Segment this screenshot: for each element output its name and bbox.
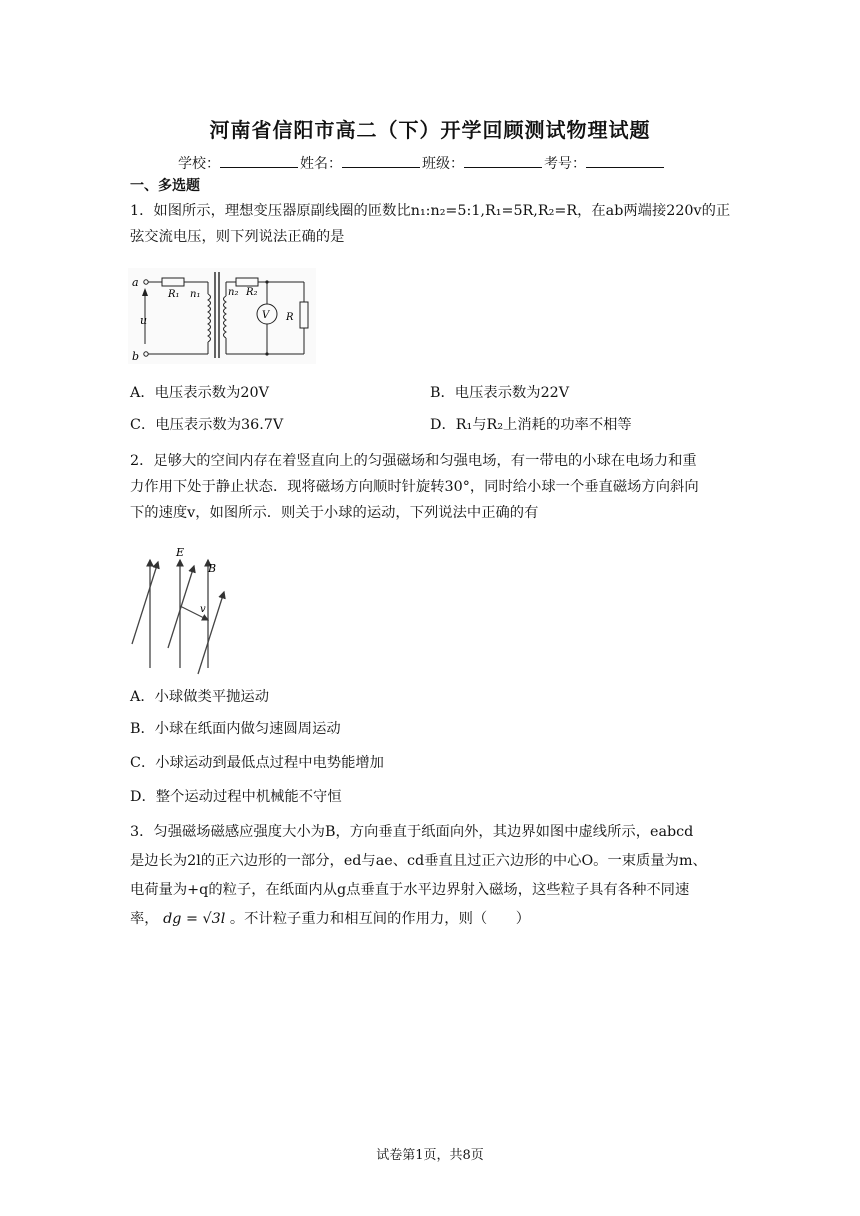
label-B: B <box>208 562 217 575</box>
question-3-line-1: 3．匀强磁场磁感应强度大小为B，方向垂直于纸面向外，其边界如图中虚线所示，eabcd <box>130 824 694 840</box>
question-3-line-2: 是边长为2l的正六边形的一部分，ed与ae、cd垂直且过正六边形的中心O。一束质量为m、 <box>130 853 707 869</box>
label-R: R <box>286 312 294 323</box>
name-label: 姓名： <box>300 156 342 172</box>
q1-option-b[interactable]: B．电压表示数为22V <box>430 385 570 401</box>
label-R1: R₁ <box>168 289 180 300</box>
q2-option-a[interactable]: A．小球做类平抛运动 <box>130 689 269 705</box>
question-1-line-2: 弦交流电压，则下列说法正确的是 <box>130 229 345 245</box>
question-3-line-3: 电荷量为+q的粒子，在纸面内从g点垂直于水平边界射入磁场，这些粒子具有各种不同速 <box>130 882 690 898</box>
label-R2: R₂ <box>246 287 258 298</box>
label-b: b <box>132 350 140 363</box>
label-u: u <box>140 314 148 327</box>
exam-number-label: 考号： <box>544 156 586 172</box>
field-rotation-figure <box>128 544 228 676</box>
page-footer: 试卷第1页，共8页 <box>376 1148 484 1163</box>
exam-number-blank[interactable] <box>586 153 664 168</box>
label-n1: n₁ <box>190 289 201 300</box>
school-blank[interactable] <box>220 153 298 168</box>
q2-option-d[interactable]: D．整个运动过程中机械能不守恒 <box>130 789 342 805</box>
class-blank[interactable] <box>464 153 542 168</box>
label-v: v <box>200 604 206 615</box>
question-2-line-1: 2．足够大的空间内存在着竖直向上的匀强磁场和匀强电场，有一带电的小球在电场力和重 <box>130 453 697 469</box>
q3-line4-prefix: 率， <box>130 911 159 927</box>
q3-formula: dg = √3l <box>163 911 226 927</box>
name-blank[interactable] <box>342 153 420 168</box>
student-info-row <box>178 153 666 173</box>
q1-option-c[interactable]: C．电压表示数为36.7V <box>130 417 284 433</box>
q1-option-a[interactable]: A．电压表示数为20V <box>130 385 269 401</box>
label-E: E <box>176 546 185 559</box>
section-heading: 一、多选题 <box>130 178 200 194</box>
q1-option-d[interactable]: D．R₁与R₂上消耗的功率不相等 <box>430 417 632 433</box>
q2-option-b[interactable]: B．小球在纸面内做匀速圆周运动 <box>130 721 341 737</box>
question-1-line-1: 1．如图所示，理想变压器原副线圈的匝数比n₁:n₂=5:1,R₁=5R,R₂=R，在ab两端接220v的正 <box>130 203 731 219</box>
question-1-text <box>130 198 736 250</box>
school-label: 学校： <box>178 156 220 172</box>
q3-line4-suffix: 。不计粒子重力和相互间的作用力，则（ ） <box>229 911 531 927</box>
question-3-text <box>130 818 736 934</box>
page-title: 河南省信阳市高二（下）开学回顾测试物理试题 <box>209 118 651 142</box>
label-a: a <box>132 276 139 289</box>
transformer-circuit-figure <box>128 268 316 364</box>
question-2-line-3: 下的速度v，如图所示．则关于小球的运动，下列说法中正确的有 <box>130 505 539 521</box>
question-2-text <box>130 448 736 526</box>
q2-option-c[interactable]: C．小球运动到最低点过程中电势能增加 <box>130 755 384 771</box>
label-n2: n₂ <box>228 287 239 298</box>
label-V: V <box>262 310 270 321</box>
class-label: 班级： <box>422 156 464 172</box>
question-2-line-2: 力作用下处于静止状态．现将磁场方向顺时针旋转30°，同时给小球一个垂直磁场方向斜向 <box>130 479 699 495</box>
question-3-line-4 <box>130 905 736 934</box>
